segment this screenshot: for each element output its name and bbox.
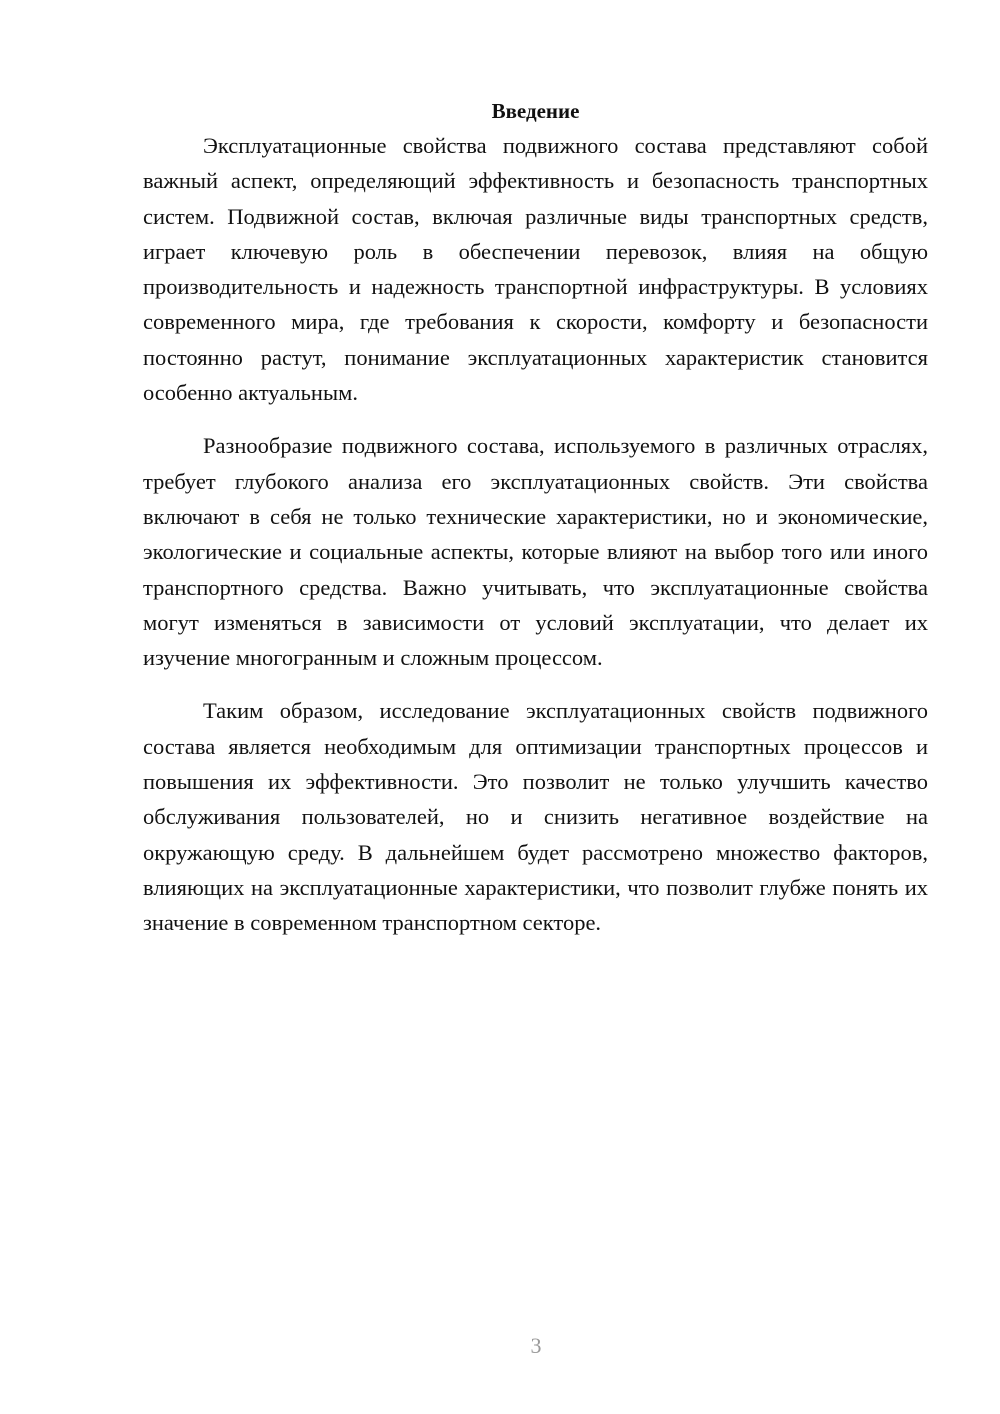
paragraph-2: Разнообразие подвижного состава, используемого в различных отраслях, требует глубокого анализа его эксплуатационных свойств. Эти свойства включают в себя не только технические характеристики, но и экономические, экологические и социальные аспекты, которые влияют на выбор того или иного транспортного средства. Важно учитывать, что эксплуатационные свойства могут изменяться в зависимости от условий эксплуатации, что делает их изучение многогранным и сложным процессом. <box>143 433 928 671</box>
section-title: Введение <box>491 99 580 123</box>
page-content <box>143 96 928 959</box>
page-number: 3 <box>530 1333 542 1358</box>
paragraph-3: Таким образом, исследование эксплуатационных свойств подвижного состава является необходимым для оптимизации транспортных процессов и повышения их эффективности. Это позволит не только улучшить качество обслуживания пользователей, но и снизить негативное воздействие на окружающую среду. В дальнейшем будет рассмотрено множество факторов, влияющих на эксплуатационные характеристики, что позволит глубже понять их значение в современном транспортном секторе. <box>143 698 928 936</box>
paragraph-1: Эксплуатационные свойства подвижного состава представляют собой важный аспект, определяющий эффективность и безопасность транспортных систем. Подвижной состав, включая различные виды транспортных средств, играет ключевую роль в обеспечении перевозок, влияя на общую производительность и надежность транспортной инфраструктуры. В условиях современного мира, где требования к скорости, комфорту и безопасности постоянно растут, понимание эксплуатационных характеристик становится особенно актуальным. <box>143 133 928 406</box>
